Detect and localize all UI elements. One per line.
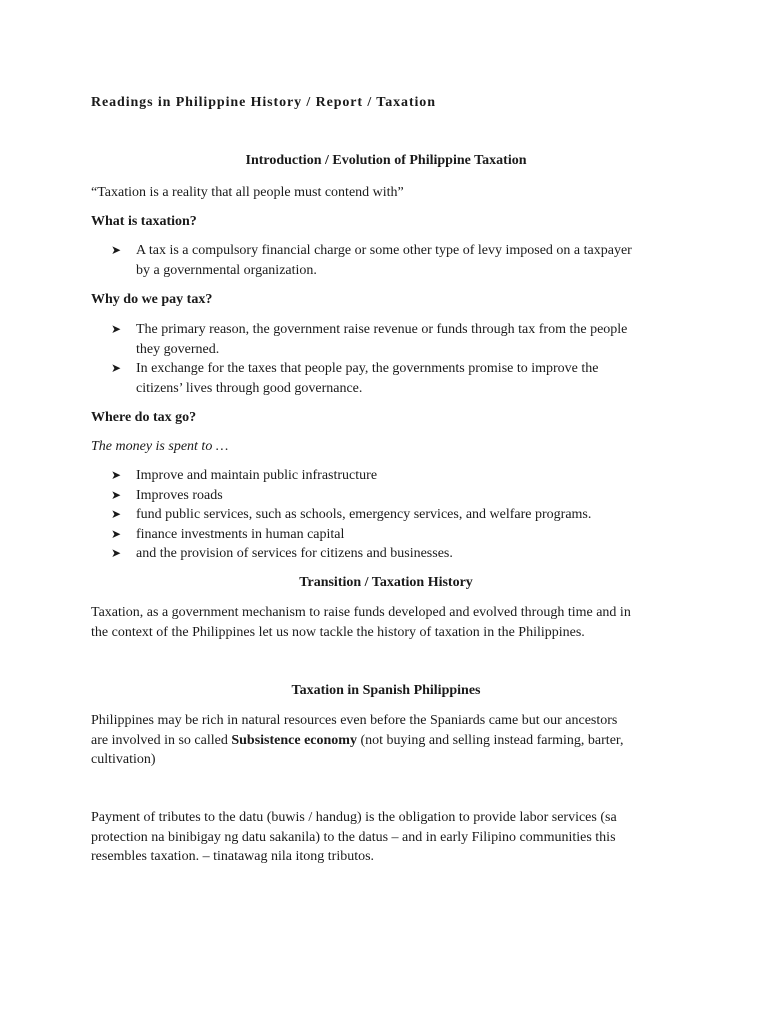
- subsistence-economy-term: Subsistence economy: [231, 732, 357, 748]
- question-why-pay-tax: Why do we pay tax?: [91, 292, 213, 307]
- list-where-tax-go: [91, 466, 681, 564]
- arrow-bullet-icon: ➤: [111, 243, 122, 257]
- list-item: [91, 525, 681, 545]
- paragraph-line: Philippines may be rich in natural resources even before the Spaniards came but our ancestors: [91, 713, 618, 728]
- list-item-line: The primary reason, the government raise revenue or funds through tax from the people: [136, 322, 628, 337]
- list-what-is-taxation: [91, 241, 681, 280]
- document-header: Readings in Philippine History / Report / Taxation: [91, 95, 436, 110]
- paragraph-line: resembles taxation. – tinatawag nila itong tributos.: [91, 849, 375, 864]
- paragraph-line: Taxation, as a government mechanism to raise funds developed and evolved through time and in: [91, 605, 631, 620]
- list-item-line: they governed.: [136, 341, 220, 357]
- paragraph-line: cultivation): [91, 752, 156, 767]
- section-title-introduction: Introduction / Evolution of Philippine Taxation: [245, 153, 527, 168]
- question-what-is-taxation: What is taxation?: [91, 214, 197, 229]
- arrow-bullet-icon: ➤: [111, 507, 122, 521]
- transition-paragraph: [91, 603, 681, 642]
- list-item-text: Improve and maintain public infrastructure: [136, 468, 378, 483]
- section-title-transition: Transition / Taxation History: [299, 575, 473, 590]
- list-item-line: In exchange for the taxes that people pay, the governments promise to improve the: [136, 361, 599, 376]
- list-item-line: by a governmental organization.: [136, 262, 317, 278]
- paragraph-line: Payment of tributes to the datu (buwis / handug) is the obligation to provide labor services (sa: [91, 810, 617, 825]
- list-item-line: citizens’ lives through good governance.: [136, 380, 363, 396]
- arrow-bullet-icon: ➤: [111, 526, 122, 541]
- question-where-tax-go: Where do tax go?: [91, 410, 197, 425]
- spanish-paragraph-2: [91, 808, 681, 867]
- paragraph-line: protection na binibigay ng datu sakanila) to the datus – and in early Filipino communities this: [91, 829, 616, 845]
- paragraph-line-part: are involved in so called: [91, 732, 232, 748]
- arrow-bullet-icon: ➤: [111, 322, 122, 336]
- paragraph-line-part: (not buying and selling instead farming, barter,: [356, 732, 624, 748]
- quote-text: “Taxation is a reality that all people must contend with”: [91, 185, 404, 200]
- money-intro-text: The money is spent to …: [91, 439, 229, 454]
- list-item-text: and the provision of services for citizens and businesses.: [136, 546, 453, 561]
- list-item: [91, 241, 681, 280]
- list-item: [91, 544, 681, 564]
- list-item-text: finance investments in human capital: [136, 526, 345, 542]
- arrow-bullet-icon: ➤: [111, 468, 122, 482]
- list-item: [91, 466, 681, 486]
- list-item: [91, 320, 681, 359]
- section-title-spanish: Taxation in Spanish Philippines: [291, 683, 481, 698]
- arrow-bullet-icon: ➤: [111, 546, 122, 560]
- list-item: [91, 359, 681, 398]
- list-item-text: fund public services, such as schools, emergency services, and welfare programs.: [136, 507, 592, 522]
- list-item: [91, 486, 681, 506]
- arrow-bullet-icon: ➤: [111, 361, 122, 375]
- list-why-pay-tax: [91, 320, 681, 398]
- spanish-paragraph-1: [91, 711, 681, 770]
- arrow-bullet-icon: ➤: [111, 487, 122, 502]
- paragraph-line: the context of the Philippines let us now tackle the history of taxation in the Philippines.: [91, 624, 585, 640]
- list-item-line: A tax is a compulsory financial charge or some other type of levy imposed on a taxpayer: [136, 243, 632, 258]
- list-item-text: Improves roads: [136, 487, 223, 503]
- list-item: [91, 505, 681, 525]
